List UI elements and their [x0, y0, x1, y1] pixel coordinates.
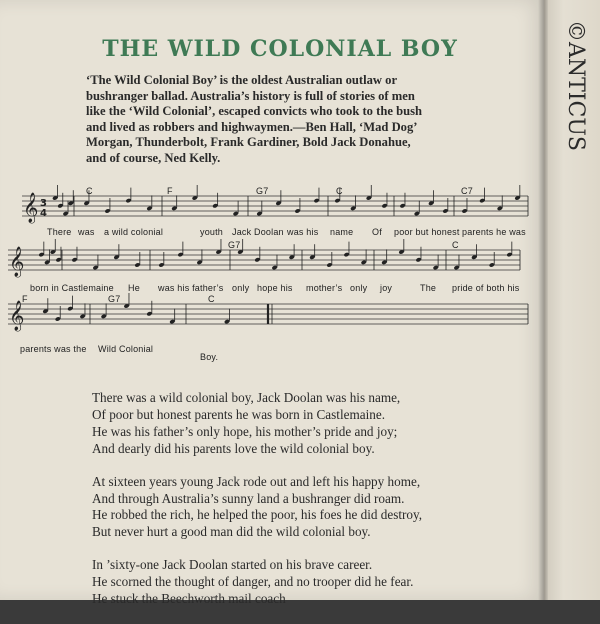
music-staves: [0, 176, 540, 366]
lyric-syllable: a wild colonial: [104, 227, 164, 237]
lyric-syllable: youth: [200, 227, 224, 237]
verse-line: Of poor but honest parents he was born in Castlemaine.: [92, 406, 385, 422]
lyric-syllable: only: [232, 283, 250, 293]
lyric-syllable: was: [78, 227, 95, 237]
lyric-syllable: born in Castlemaine: [30, 283, 114, 293]
lyric-syllable: only: [350, 283, 368, 293]
lyric-syllable: joy: [380, 283, 393, 293]
lyric-syllable: parents was the: [20, 344, 87, 354]
verse-line: He was his father’s only hope, his mother’s pride and joy;: [92, 423, 398, 439]
chord-label: F: [167, 186, 173, 196]
chord-label: C7: [461, 186, 473, 196]
chord-label: C: [86, 186, 93, 196]
treble-clef: 𝄞: [23, 193, 39, 223]
verse-line: At sixteen years young Jack rode out and left his happy home,: [92, 473, 421, 489]
intro-line: like the ‘Wild Colonial’, escaped convicts who took to the bush: [86, 104, 422, 118]
intro-line: and lived as robbers and highwaymen.—Ben Hall, ‘Mad Dog’: [86, 119, 418, 134]
verse-line: He robbed the rich, he helped the poor, his foes he did destroy,: [92, 507, 423, 523]
verse: [92, 474, 512, 542]
sheet-music: [0, 176, 540, 366]
chord-label: G7: [108, 294, 121, 304]
chord-label: C: [208, 294, 215, 304]
verse-line: In ’sixty-one Jack Doolan started on his brave career.: [92, 557, 373, 573]
verse-line: There was a wild colonial boy, Jack Doolan was his name,: [92, 390, 401, 405]
verse-line: But never hurt a good man did the wild colonial boy.: [92, 524, 371, 540]
verse: [92, 557, 512, 608]
lyric-syllable: mother’s: [306, 283, 343, 293]
verse-line: And dearly did his parents love the wild colonial boy.: [92, 440, 375, 456]
lyric-syllable: There: [47, 227, 72, 237]
lyric-syllable: name: [330, 227, 354, 237]
chord-label: G7: [256, 186, 269, 196]
chord-label: C: [452, 240, 459, 250]
intro-line: bushranger ballad. Australia’s history is full of stories of men: [86, 88, 415, 103]
verse-line: He stuck the Beechworth mail coach: [92, 591, 286, 607]
chord-label: G7: [228, 240, 241, 250]
intro-line: and of course, Ned Kelly.: [86, 150, 221, 165]
time-signature: 4: [40, 208, 47, 219]
lyric-syllable: pride of both his: [452, 283, 520, 293]
lyric-syllable: He: [128, 283, 140, 293]
lyric-syllable: was his father’s: [158, 283, 224, 293]
chord-label: C: [336, 186, 343, 196]
lyric-syllable: Jack Doolan: [232, 227, 284, 237]
treble-clef: 𝄞: [9, 301, 25, 331]
verse-line: He scorned the thought of danger, and no trooper did he fear.: [92, 574, 414, 590]
intro-paragraph: [86, 73, 486, 166]
intro-line: Morgan, Thunderbolt, Frank Gardiner, Bold Jack Donahue,: [86, 135, 411, 149]
verse: [92, 390, 512, 458]
lyric-syllable: hope his: [257, 283, 293, 293]
treble-clef: 𝄞: [9, 247, 25, 277]
lyric-syllable: The: [420, 283, 437, 293]
lyric-syllable: poor but honest: [394, 227, 460, 237]
lyric-syllable: Of: [372, 227, 382, 237]
time-signature: 3: [40, 198, 47, 209]
lyric-syllable: Wild Colonial: [98, 344, 154, 354]
song-verses: [92, 390, 512, 624]
lyric-syllable: parents he was: [462, 227, 526, 237]
lyric-syllable: was his: [287, 227, 319, 237]
verse-line: And through Australia’s sunny land a bushranger did roam.: [92, 490, 405, 506]
chord-label: F: [22, 294, 28, 304]
lyric-syllable: Boy.: [200, 352, 219, 362]
anticus-watermark: ©ANTICUS: [563, 20, 588, 151]
intro-line: ‘The Wild Colonial Boy’ is the oldest Australian outlaw or: [86, 73, 398, 87]
song-title: THE WILD COLONIAL BOY: [102, 36, 458, 62]
